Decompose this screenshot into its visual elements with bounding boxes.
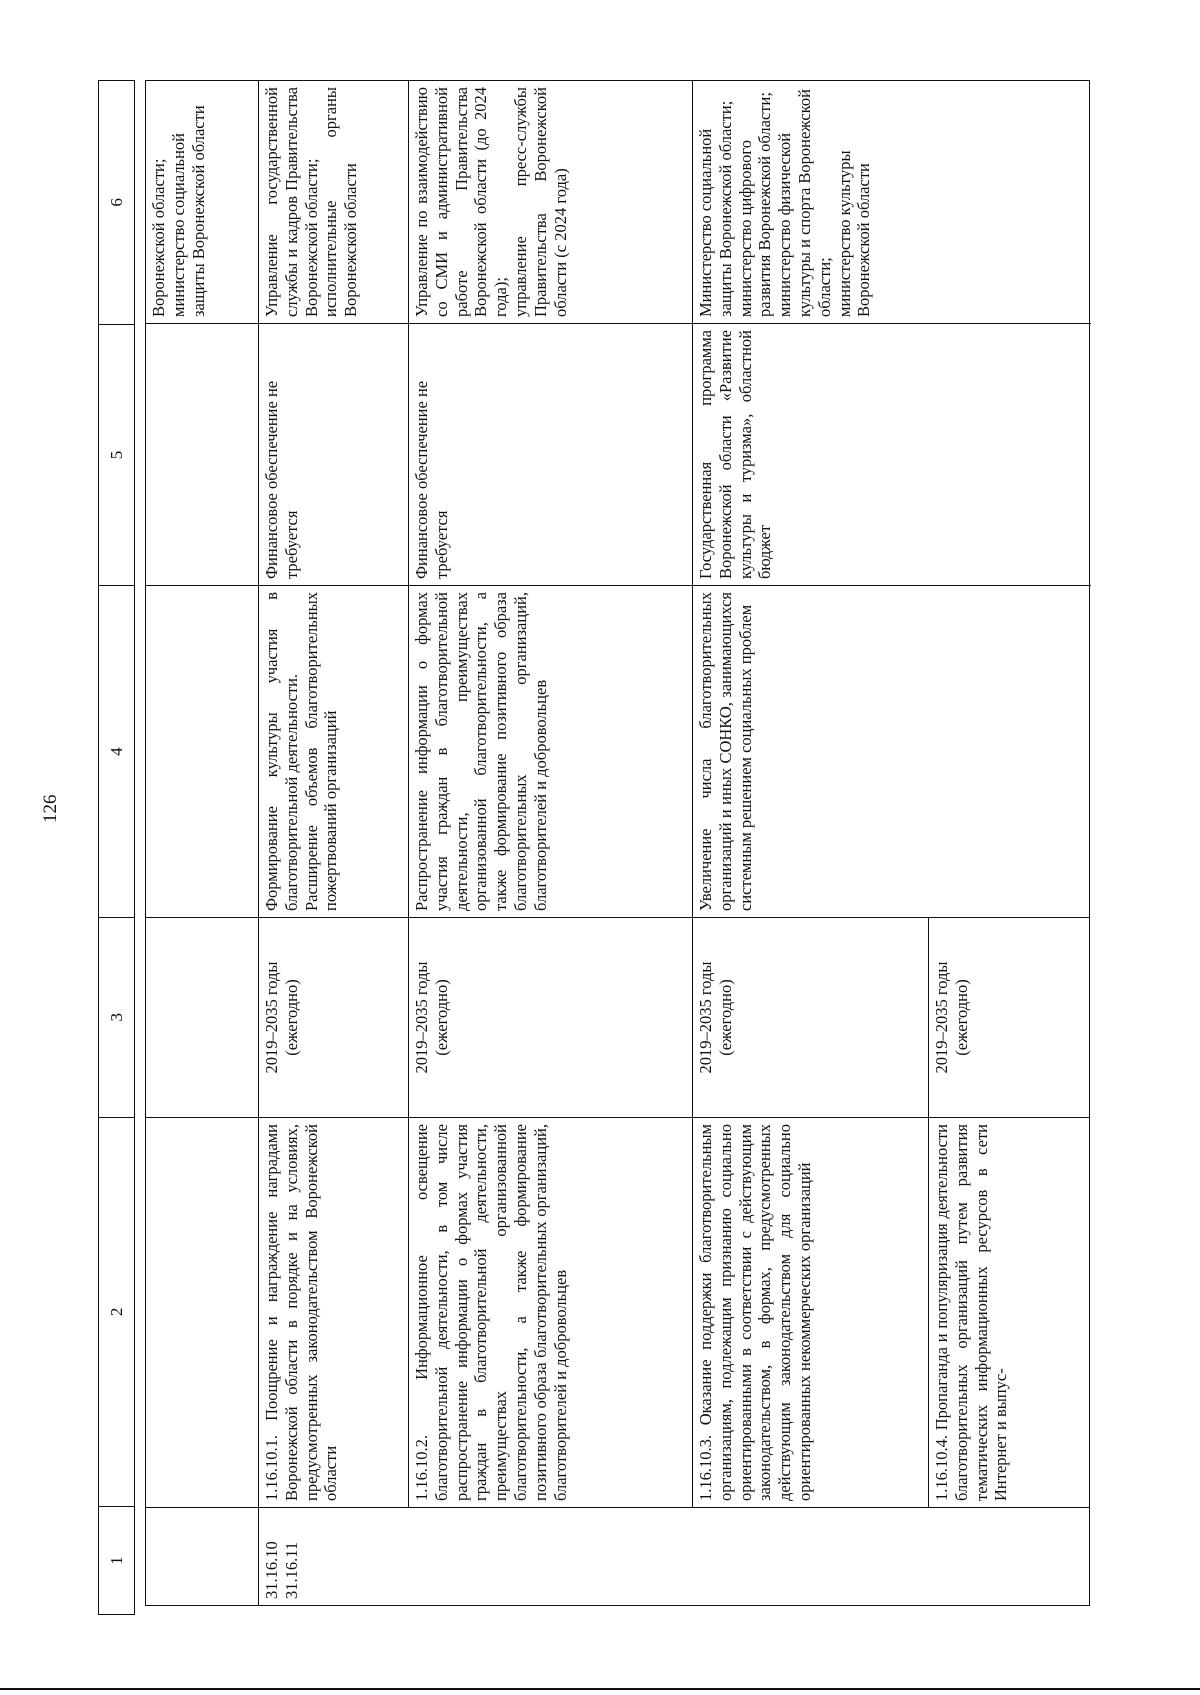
row1-col4: Формирование культуры участия в благотворительной деятельности. Расширение объемов благотворительных пожертвований организаций bbox=[258, 585, 408, 917]
header-col-1: 1 bbox=[99, 1506, 134, 1614]
header-col-3: 3 bbox=[99, 917, 134, 1117]
header-col-5: 5 bbox=[99, 324, 134, 586]
row2-col4: Распространение информации о формах участия граждан в благотворительной деятельности, преимуществах организованной благотворительности, а также формирование позитивного образа благотворительных организаций, благотворителей и добровольцев bbox=[408, 585, 692, 917]
page-number: 126 bbox=[40, 794, 61, 823]
header-col-6: 6 bbox=[106, 198, 126, 207]
row3-col4: Увеличение числа благотворительных организаций и иных СОНКО, занимающихся системным решением социальных проблем bbox=[692, 585, 1091, 917]
row0-col2 bbox=[146, 1117, 258, 1507]
rotated-table bbox=[98, 80, 1090, 1615]
bottom-rule bbox=[0, 1688, 1200, 1690]
row1-col2: 1.16.10.1. Поощрение и награждение наградами Воронежской области в порядке и на условиях, предусмотренных законодательством Воронежской области bbox=[258, 1117, 408, 1507]
row2-col6: Управление по взаимодействию со СМИ и административной работе Правительства Воронежской области (до 2024 года); управление пресс-службы Правительства Воронежской области (с 2024 года) bbox=[408, 81, 692, 323]
row2-col3: 2019–2035 годы (ежегодно) bbox=[408, 917, 692, 1117]
row3-col3: 2019–2035 годы (ежегодно) bbox=[692, 917, 928, 1117]
row4-col2: 1.16.10.4. Пропаганда и популяризация деятельности благотворительных организаций путем развития тематических информационных ресурсов в сети Интернет и выпус- bbox=[928, 1117, 1090, 1507]
row0-col4 bbox=[146, 585, 258, 917]
row1-col1: 31.16.10 31.16.11 bbox=[258, 1507, 408, 1605]
row4-col3: 2019–2035 годы (ежегодно) bbox=[928, 917, 1090, 1117]
row2-col5: Финансовое обеспечение не требуется bbox=[408, 323, 692, 585]
table-header bbox=[98, 80, 135, 1615]
row0-col5 bbox=[146, 323, 258, 585]
header-col-4: 4 bbox=[99, 585, 134, 917]
row0-col3 bbox=[146, 917, 258, 1117]
row1-col6: Управление государственной службы и кадров Правительства Воронежской области; исполнительные органы Воронежской области bbox=[258, 81, 408, 323]
row0-col6: Воронежской области; министерство социальной защиты Воронежской области bbox=[149, 105, 208, 317]
row3-col6: Министерство социальной защиты Воронежской области; министерство цифрового развития Воронежской области; министерство физической культуры и спорта Воронежской области; министерство культуры Воронежской области bbox=[692, 81, 1091, 323]
row1-col5: Финансовое обеспечение не требуется bbox=[258, 323, 408, 585]
row2-col2: 1.16.10.2. Информационное освещение благотворительной деятельности, в том числе распространение информации о формах участия граждан в благотворительной деятельности, преимуществах организованной благотворительности, а также формирование позитивного образа благотворительных организаций, благотворителей и добровольцев bbox=[408, 1117, 692, 1507]
row3-col5: Государственная программа Воронежской области «Развитие культуры и туризма», областной бюджет bbox=[692, 323, 1091, 585]
row3-col2: 1.16.10.3. Оказание поддержки благотворительным организациям, подлежащим признанию социально ориентированными в соответствии с действующим законодательством, в формах, предусмотренных действующим законодательством для социально ориентированных некоммерческих организаций bbox=[692, 1117, 928, 1507]
header-col-2: 2 bbox=[99, 1117, 134, 1506]
table-body bbox=[145, 80, 1090, 1606]
row1-col3: 2019–2035 годы (ежегодно) bbox=[258, 917, 408, 1117]
